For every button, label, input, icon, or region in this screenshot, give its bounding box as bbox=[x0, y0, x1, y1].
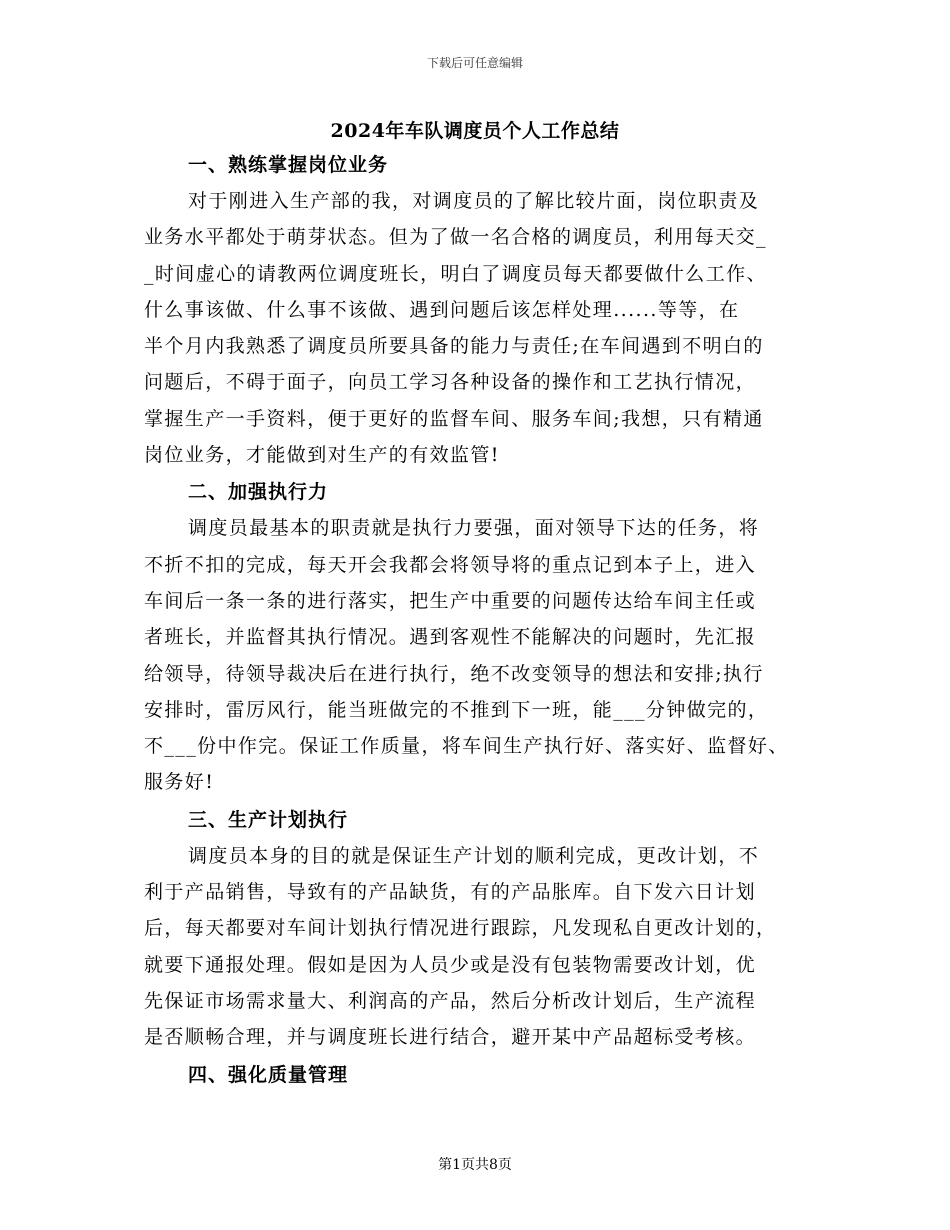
paragraph-line: _时间虚心的请教两位调度班长，明白了调度员每天都要做什么工作、 bbox=[144, 262, 767, 285]
paragraph-line: 先保证市场需求量大、利润高的产品，然后分析改计划后，生产流程 bbox=[144, 989, 757, 1012]
paragraph-line: 给领导，待领导裁决后在进行执行，绝不改变领导的想法和安排;执行 bbox=[144, 662, 764, 685]
paragraph-line: 调度员本身的目的就是保证生产计划的顺利完成，更改计划，不 bbox=[188, 844, 760, 867]
paragraph-line: 掌握生产一手资料，便于更好的监督车间、服务车间;我想，只有精通 bbox=[144, 407, 764, 430]
section-heading: 四、强化质量管理 bbox=[188, 1063, 349, 1086]
paragraph-line: 不___份中作完。保证工作质量，将车间生产执行好、落实好、监督好、 bbox=[144, 735, 789, 758]
document-body bbox=[144, 146, 824, 1093]
section-1 bbox=[144, 148, 824, 473]
paragraph-line: 问题后，不碍于面子，向员工学习各种设备的操作和工艺执行情况， bbox=[144, 371, 757, 394]
paragraph-line: 调度员最基本的职责就是执行力要强，面对领导下达的任务，将 bbox=[188, 517, 760, 540]
section-2 bbox=[144, 475, 824, 800]
document-title: 2024年车队调度员个人工作总结 bbox=[330, 120, 620, 142]
paragraph-line: 对于刚进入生产部的我，对调度员的了解比较片面，岗位职责及 bbox=[188, 190, 760, 212]
page-number: 第1页共8页 bbox=[438, 1157, 512, 1173]
paragraph-line: 利于产品销售，导致有的产品缺货，有的产品胀库。自下发六日计划 bbox=[144, 881, 757, 904]
paragraph-line: 服务好! bbox=[144, 771, 215, 794]
paragraph-line: 车间后一条一条的进行落实，把生产中重要的问题传达给车间主任或 bbox=[144, 589, 757, 612]
section-3 bbox=[144, 803, 824, 1056]
section-4 bbox=[144, 1058, 824, 1093]
paragraph-line: 岗位业务，才能做到对生产的有效监管! bbox=[144, 444, 500, 467]
paragraph-line: 是否顺畅合理，并与调度班长进行结合，避开某中产品超标受考核。 bbox=[144, 1026, 757, 1049]
section-heading: 三、生产计划执行 bbox=[188, 808, 349, 831]
paragraph-line: 不折不扣的完成，每天开会我都会将领导将的重点记到本子上，进入 bbox=[144, 553, 757, 576]
section-heading: 二、加强执行力 bbox=[188, 481, 329, 504]
paragraph-line: 后，每天都要对车间计划执行情况进行跟踪，凡发现私自更改计划的， bbox=[144, 917, 777, 940]
paragraph-line: 业务水平都处于萌芽状态。但为了做一名合格的调度员，利用每天交_ bbox=[144, 226, 767, 249]
paragraph-line: 者班长，并监督其执行情况。遇到客观性不能解决的问题时，先汇报 bbox=[144, 626, 757, 649]
section-heading: 一、熟练掌握岗位业务 bbox=[188, 154, 389, 176]
paragraph-line: 什么事该做、什么事不该做、遇到问题后该怎样处理......等等，在 bbox=[144, 298, 740, 321]
paragraph-line: 安排时，雷厉风行，能当班做完的不推到下一班，能___分钟做完的， bbox=[144, 698, 769, 721]
paragraph-line: 半个月内我熟悉了调度员所要具备的能力与责任;在车间遇到不明白的 bbox=[144, 335, 764, 358]
page-header: 下载后可任意编辑 bbox=[426, 56, 523, 70]
paragraph-line: 就要下通报处理。假如是因为人员少或是没有包装物需要改计划，优 bbox=[144, 953, 757, 976]
